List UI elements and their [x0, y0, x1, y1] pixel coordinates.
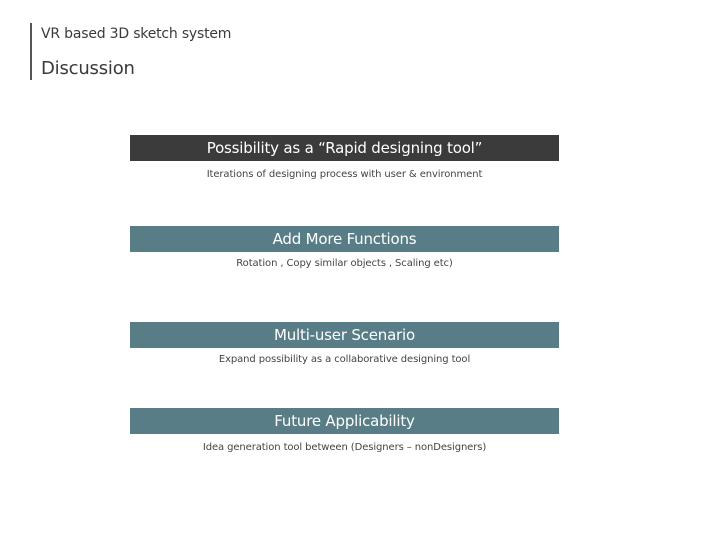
slide-subtitle: VR based 3D sketch system — [41, 26, 232, 42]
section-heading-bar: Possibility as a “Rapid designing tool” — [130, 135, 559, 161]
section-add-more-functions — [130, 226, 559, 269]
section-heading-bar: Future Applicability — [130, 408, 559, 434]
section-description: Expand possibility as a collaborative designing tool — [218, 354, 471, 365]
section-description: Idea generation tool between (Designers – nonDesigners) — [202, 442, 487, 453]
section-rapid-designing-tool — [130, 135, 559, 180]
slide-header — [30, 23, 430, 81]
header-divider-line — [30, 23, 32, 80]
section-heading-bar: Multi-user Scenario — [130, 322, 559, 348]
section-description: Rotation , Copy similar objects , Scaling etc) — [236, 258, 453, 269]
slide-title: Discussion — [41, 58, 135, 79]
section-heading-bar: Add More Functions — [130, 226, 559, 252]
section-future-applicability — [130, 408, 559, 453]
section-description: Iterations of designing process with user & environment — [206, 169, 483, 180]
section-multi-user-scenario — [130, 322, 559, 365]
